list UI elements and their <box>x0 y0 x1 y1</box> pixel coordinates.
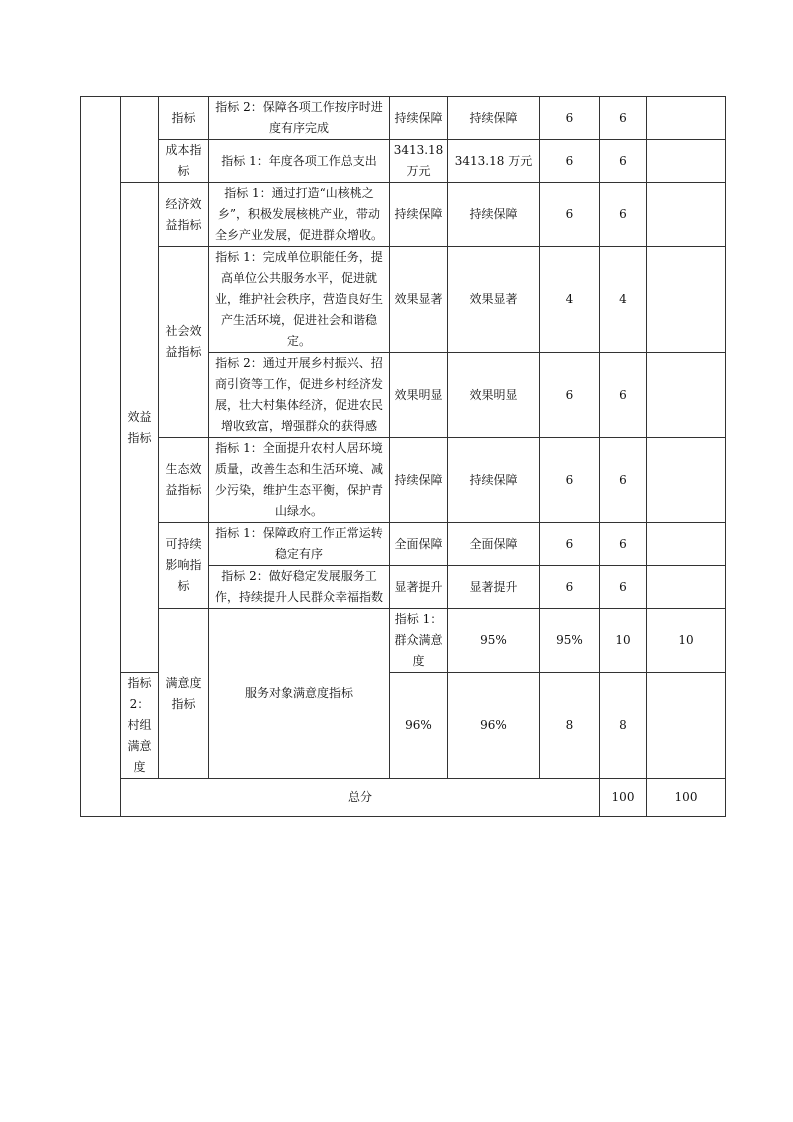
target-value-cell: 95% <box>448 609 540 673</box>
score-cell: 6 <box>600 566 647 609</box>
weight-cell: 6 <box>540 97 600 140</box>
indicator-cell: 指标 1：完成单位职能任务，提高单位公共服务水平，促进就业，维护社会秩序，营造良好生产生活环境，促进社会和谐稳定。 <box>209 247 390 353</box>
table-row <box>81 140 726 183</box>
score-cell: 6 <box>600 438 647 523</box>
target-value-cell: 持续保障 <box>390 183 448 247</box>
score-cell: 6 <box>600 140 647 183</box>
actual-value-cell: 持续保障 <box>448 183 540 247</box>
level3-name: 可持续影响指标 <box>159 523 209 609</box>
score-cell: 6 <box>600 523 647 566</box>
indicator-cell: 指标 1：群众满意度 <box>390 609 448 673</box>
remark-cell <box>647 353 726 438</box>
actual-value-cell: 持续保障 <box>448 438 540 523</box>
table-row <box>81 609 726 673</box>
level3-name: 服务对象满意度指标 <box>209 609 390 779</box>
level2-name: 满意度指标 <box>159 609 209 779</box>
indicator-cell: 指标 2：村组满意度 <box>121 673 159 779</box>
actual-value-cell: 3413.18 万元 <box>448 140 540 183</box>
table-row <box>81 438 726 523</box>
remark-cell <box>647 673 726 779</box>
remark-cell <box>647 523 726 566</box>
total-label: 总分 <box>121 779 600 817</box>
table-row <box>81 247 726 353</box>
weight-cell: 6 <box>540 353 600 438</box>
table-row <box>81 523 726 566</box>
weight-cell: 6 <box>540 183 600 247</box>
weight-cell: 6 <box>540 523 600 566</box>
indicator-cell: 指标 1：通过打造“山核桃之乡”，积极发展核桃产业，带动全乡产业发展，促进群众增收。 <box>209 183 390 247</box>
target-value-cell: 96% <box>390 673 448 779</box>
weight-cell: 4 <box>540 247 600 353</box>
weight-cell: 10 <box>600 609 647 673</box>
remark-cell <box>647 566 726 609</box>
actual-value-cell: 96% <box>448 673 540 779</box>
score-cell: 6 <box>600 97 647 140</box>
score-cell: 6 <box>600 183 647 247</box>
target-value-cell: 持续保障 <box>390 97 448 140</box>
target-value-cell: 全面保障 <box>390 523 448 566</box>
indicator-cell: 指标 2：做好稳定发展服务工作，持续提升人民群众幸福指数 <box>209 566 390 609</box>
level3-name: 经济效益指标 <box>159 183 209 247</box>
level3-name: 社会效益指标 <box>159 247 209 438</box>
actual-value-cell: 效果明显 <box>448 353 540 438</box>
indicator-cell: 指标 1：保障政府工作正常运转稳定有序 <box>209 523 390 566</box>
actual-value-cell: 持续保障 <box>448 97 540 140</box>
actual-value-cell: 全面保障 <box>448 523 540 566</box>
weight-cell: 6 <box>540 566 600 609</box>
weight-cell: 8 <box>540 673 600 779</box>
indicator-cell: 指标 2：通过开展乡村振兴、招商引资等工作，促进乡村经济发展，壮大村集体经济，促进农民增收致富，增强群众的获得感 <box>209 353 390 438</box>
remark-cell <box>647 183 726 247</box>
score-cell: 10 <box>647 609 726 673</box>
indicator-cell: 指标 1：全面提升农村人居环境质量，改善生态和生活环境、减少污染，维护生态平衡，保护青山绿水。 <box>209 438 390 523</box>
score-cell: 6 <box>600 353 647 438</box>
total-weight: 100 <box>600 779 647 817</box>
total-score: 100 <box>647 779 726 817</box>
indicator-cell: 指标 2：保障各项工作按序时进度有序完成 <box>209 97 390 140</box>
performance-indicator-table <box>80 96 726 817</box>
target-value-cell: 效果明显 <box>390 353 448 438</box>
level3-name: 指标 <box>159 97 209 140</box>
remark-cell <box>647 97 726 140</box>
actual-value-cell: 95% <box>540 609 600 673</box>
level2-name: 效益指标 <box>121 183 159 673</box>
target-value-cell: 3413.18万元 <box>390 140 448 183</box>
target-value-cell: 持续保障 <box>390 438 448 523</box>
remark-cell <box>647 140 726 183</box>
table-row <box>81 183 726 247</box>
level3-name: 生态效益指标 <box>159 438 209 523</box>
target-value-cell: 显著提升 <box>390 566 448 609</box>
level3-name: 成本指标 <box>159 140 209 183</box>
weight-cell: 6 <box>540 140 600 183</box>
remark-cell <box>647 438 726 523</box>
table-row <box>81 97 726 140</box>
score-cell: 8 <box>600 673 647 779</box>
score-cell: 4 <box>600 247 647 353</box>
total-row <box>81 779 726 817</box>
level2-cell <box>121 97 159 183</box>
weight-cell: 6 <box>540 438 600 523</box>
target-value-cell: 效果显著 <box>390 247 448 353</box>
actual-value-cell: 效果显著 <box>448 247 540 353</box>
actual-value-cell: 显著提升 <box>448 566 540 609</box>
remark-cell <box>647 247 726 353</box>
indicator-cell: 指标 1：年度各项工作总支出 <box>209 140 390 183</box>
level1-cell <box>81 97 121 817</box>
